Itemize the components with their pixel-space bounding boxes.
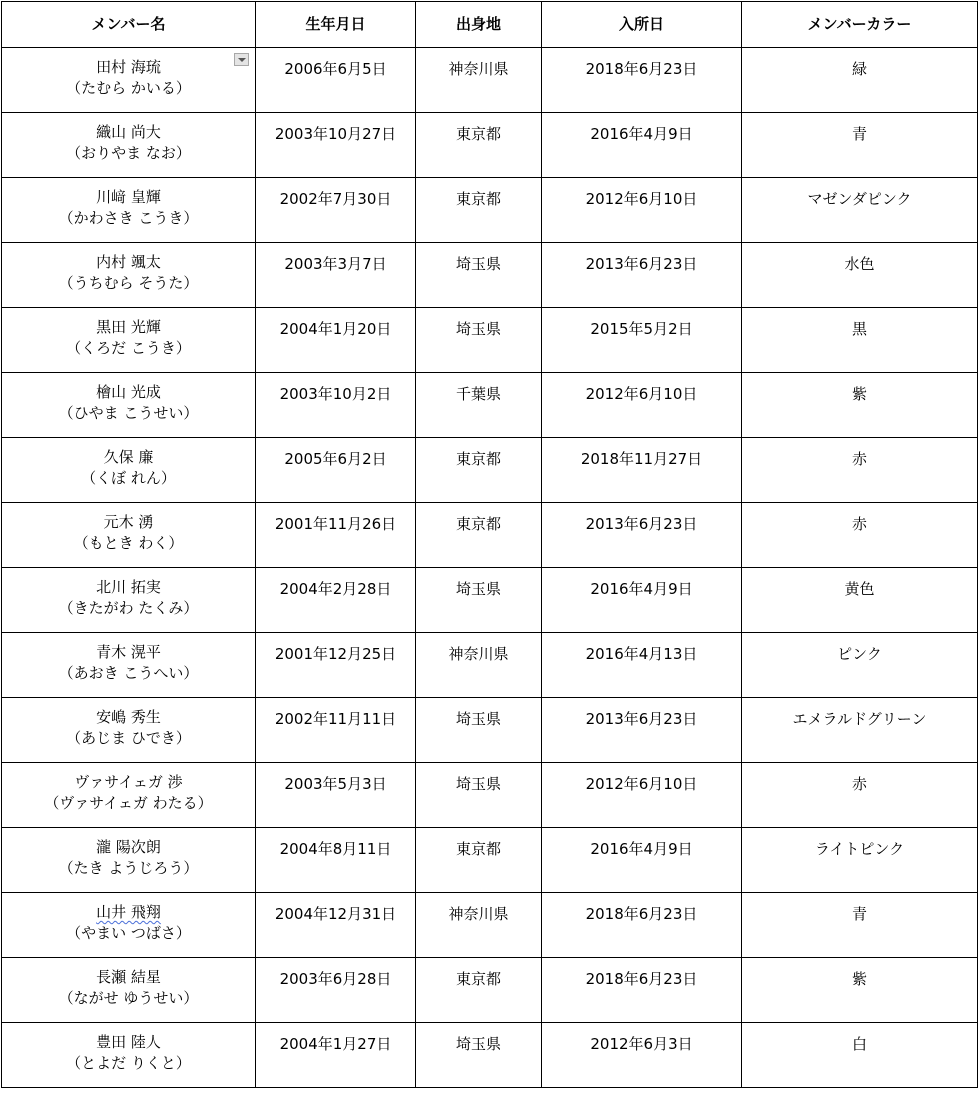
member-joined: 2016年4月13日	[585, 645, 698, 663]
member-hometown: 東京都	[455, 970, 501, 988]
header-hometown: 出身地	[416, 2, 542, 48]
member-name-block	[2, 113, 255, 164]
member-hometown: 神奈川県	[448, 645, 509, 663]
member-hometown: 埼玉県	[455, 775, 501, 793]
member-joined-cell[interactable]	[542, 698, 742, 763]
member-name: 元木 湧	[103, 513, 154, 531]
member-color: マゼンダピンク	[807, 190, 912, 208]
member-color-cell[interactable]	[742, 958, 978, 1023]
member-joined-cell[interactable]	[542, 48, 742, 113]
member-birthday: 2002年11月11日	[274, 710, 397, 728]
member-name-cell[interactable]	[2, 113, 256, 178]
member-reading: （かわさき こうき）	[58, 209, 199, 227]
member-name-block	[2, 438, 255, 489]
member-birthday-cell[interactable]	[256, 698, 416, 763]
member-name: ヴァサイェガ 渉	[74, 773, 183, 791]
member-reading: （ひやま こうせい）	[58, 404, 199, 422]
member-hometown-cell[interactable]	[416, 893, 542, 958]
member-reading: （あじま ひでき）	[66, 729, 191, 747]
member-color-cell[interactable]	[742, 178, 978, 243]
table-row	[2, 113, 978, 178]
member-name-cell[interactable]	[2, 373, 256, 438]
member-birthday: 2004年1月27日	[279, 1035, 392, 1053]
header-birthday: 生年月日	[256, 2, 416, 48]
member-birthday-cell[interactable]	[256, 178, 416, 243]
member-joined-cell[interactable]	[542, 958, 742, 1023]
member-color: 紫	[851, 970, 867, 988]
member-name-block	[2, 178, 255, 229]
member-joined: 2018年6月23日	[585, 905, 698, 923]
member-hometown: 東京都	[455, 515, 501, 533]
member-color-cell[interactable]	[742, 113, 978, 178]
member-color-cell[interactable]	[742, 438, 978, 503]
member-joined-cell[interactable]	[542, 308, 742, 373]
member-name: 青木 滉平	[96, 643, 161, 661]
member-color: エメラルドグリーン	[792, 710, 927, 728]
member-color: 青	[851, 125, 867, 143]
member-name: 織山 尚大	[96, 123, 161, 141]
member-birthday-cell[interactable]	[256, 763, 416, 828]
member-joined: 2012年6月10日	[585, 775, 698, 793]
member-color-cell[interactable]	[742, 633, 978, 698]
member-color-cell[interactable]	[742, 828, 978, 893]
filter-dropdown-icon[interactable]	[234, 53, 249, 66]
member-hometown-cell[interactable]	[416, 763, 542, 828]
member-name-block	[2, 48, 255, 99]
member-hometown: 埼玉県	[455, 580, 501, 598]
member-hometown-cell[interactable]	[416, 1023, 542, 1088]
member-name: 長瀬 結星	[96, 968, 161, 986]
member-joined-cell[interactable]	[542, 503, 742, 568]
member-color-cell[interactable]	[742, 308, 978, 373]
member-joined: 2012年6月10日	[585, 190, 698, 208]
member-joined-cell[interactable]	[542, 243, 742, 308]
member-hometown: 東京都	[455, 190, 501, 208]
member-birthday: 2004年2月28日	[279, 580, 392, 598]
member-color: 黒	[851, 320, 867, 338]
member-name-cell[interactable]	[2, 893, 256, 958]
member-color: 水色	[844, 255, 875, 273]
member-birthday-cell[interactable]	[256, 1023, 416, 1088]
member-birthday: 2001年12月25日	[274, 645, 397, 663]
member-joined: 2013年6月23日	[585, 255, 698, 273]
member-name-cell[interactable]	[2, 763, 256, 828]
member-hometown-cell[interactable]	[416, 828, 542, 893]
member-birthday: 2003年10月27日	[274, 125, 397, 143]
member-name-block	[2, 568, 255, 619]
member-hometown-cell[interactable]	[416, 373, 542, 438]
member-name-block	[2, 763, 255, 814]
member-joined: 2016年4月9日	[590, 125, 693, 143]
member-hometown: 埼玉県	[455, 710, 501, 728]
member-color-cell[interactable]	[742, 503, 978, 568]
member-joined: 2015年5月2日	[590, 320, 693, 338]
member-rows	[2, 48, 978, 1088]
member-hometown-cell[interactable]	[416, 178, 542, 243]
member-hometown-cell[interactable]	[416, 568, 542, 633]
member-color: 青	[851, 905, 867, 923]
member-reading: （おりやま なお）	[66, 144, 191, 162]
member-color: 赤	[851, 775, 867, 793]
member-birthday: 2003年10月2日	[279, 385, 392, 403]
member-color-cell[interactable]	[742, 243, 978, 308]
member-color-cell[interactable]	[742, 373, 978, 438]
table-row	[2, 828, 978, 893]
member-name-cell[interactable]	[2, 958, 256, 1023]
member-joined-cell[interactable]	[542, 828, 742, 893]
member-reading: （やまい つばさ）	[66, 924, 191, 942]
member-joined-cell[interactable]	[542, 113, 742, 178]
header-color: メンバーカラー	[742, 2, 978, 48]
member-birthday-cell[interactable]	[256, 438, 416, 503]
member-reading: （ながせ ゆうせい）	[58, 989, 199, 1007]
member-reading: （くろだ こうき）	[66, 339, 191, 357]
table-row	[2, 373, 978, 438]
member-name: 豊田 陸人	[96, 1033, 161, 1051]
member-name-cell[interactable]	[2, 48, 256, 113]
table-row	[2, 633, 978, 698]
member-joined-cell[interactable]	[542, 633, 742, 698]
member-name: 瀧 陽次朗	[96, 838, 161, 856]
table-row	[2, 178, 978, 243]
member-birthday: 2003年3月7日	[284, 255, 387, 273]
member-name: 安嶋 秀生	[96, 708, 161, 726]
member-birthday-cell[interactable]	[256, 958, 416, 1023]
member-name: 黒田 光輝	[96, 318, 161, 336]
member-joined: 2013年6月23日	[585, 710, 698, 728]
member-name-block	[2, 243, 255, 294]
member-color: 黄色	[844, 580, 875, 598]
member-birthday: 2004年8月11日	[279, 840, 392, 858]
member-birthday: 2004年1月20日	[279, 320, 392, 338]
member-name-cell[interactable]	[2, 308, 256, 373]
member-hometown-cell[interactable]	[416, 243, 542, 308]
member-name-block	[2, 698, 255, 749]
member-hometown-cell[interactable]	[416, 113, 542, 178]
member-name: 北川 拓実	[96, 578, 161, 596]
member-reading: （きたがわ たくみ）	[58, 599, 199, 617]
member-birthday: 2001年11月26日	[274, 515, 397, 533]
table-row	[2, 503, 978, 568]
member-hometown-cell[interactable]	[416, 308, 542, 373]
member-hometown: 神奈川県	[448, 905, 509, 923]
table-row	[2, 48, 978, 113]
member-hometown: 神奈川県	[448, 60, 509, 78]
member-joined-cell[interactable]	[542, 568, 742, 633]
member-joined-cell[interactable]	[542, 438, 742, 503]
header-name: メンバー名	[2, 2, 256, 48]
member-hometown: 東京都	[455, 450, 501, 468]
member-table	[1, 1, 978, 1088]
member-joined-cell[interactable]	[542, 893, 742, 958]
member-birthday-cell[interactable]	[256, 48, 416, 113]
member-color-cell[interactable]	[742, 698, 978, 763]
member-birthday: 2005年6月2日	[284, 450, 387, 468]
member-color-cell[interactable]	[742, 763, 978, 828]
member-birthday: 2002年7月30日	[279, 190, 392, 208]
member-hometown-cell[interactable]	[416, 503, 542, 568]
member-name-cell[interactable]	[2, 178, 256, 243]
member-color: ライトピンク	[814, 840, 905, 858]
member-birthday-cell[interactable]	[256, 893, 416, 958]
member-hometown-cell[interactable]	[416, 48, 542, 113]
member-name: 山井 飛翔	[96, 903, 161, 921]
member-name-block	[2, 828, 255, 879]
member-name-cell[interactable]	[2, 503, 256, 568]
member-reading: （うちむら そうた）	[58, 274, 199, 292]
member-name-block	[2, 958, 255, 1009]
member-joined: 2016年4月9日	[590, 580, 693, 598]
member-birthday-cell[interactable]	[256, 373, 416, 438]
member-name-cell[interactable]	[2, 828, 256, 893]
member-color: 白	[851, 1035, 867, 1053]
member-color: 赤	[851, 515, 867, 533]
table-row	[2, 1023, 978, 1088]
member-birthday: 2003年6月28日	[279, 970, 392, 988]
member-name-cell[interactable]	[2, 243, 256, 308]
member-name: 檜山 光成	[96, 383, 161, 401]
member-hometown-cell[interactable]	[416, 438, 542, 503]
member-hometown: 埼玉県	[455, 255, 501, 273]
member-color-cell[interactable]	[742, 1023, 978, 1088]
member-name: 川﨑 皇輝	[96, 188, 161, 206]
table-row	[2, 568, 978, 633]
table-row	[2, 958, 978, 1023]
member-hometown: 埼玉県	[455, 1035, 501, 1053]
member-birthday-cell[interactable]	[256, 308, 416, 373]
member-name-cell[interactable]	[2, 633, 256, 698]
member-birthday: 2003年5月3日	[284, 775, 387, 793]
member-joined: 2016年4月9日	[590, 840, 693, 858]
member-name-block	[2, 503, 255, 554]
header-row	[2, 2, 978, 48]
member-name-cell[interactable]	[2, 698, 256, 763]
member-reading: （もとき わく）	[73, 534, 184, 552]
member-birthday-cell[interactable]	[256, 113, 416, 178]
member-reading: （あおき こうへい）	[58, 664, 199, 682]
member-color-cell[interactable]	[742, 568, 978, 633]
table-row	[2, 698, 978, 763]
member-name: 田村 海琉	[96, 58, 161, 76]
member-color-cell[interactable]	[742, 48, 978, 113]
member-name-block	[2, 1023, 255, 1074]
member-hometown: 千葉県	[455, 385, 501, 403]
member-reading: （とよだ りくと）	[66, 1054, 191, 1072]
member-birthday: 2006年6月5日	[284, 60, 387, 78]
member-birthday-cell[interactable]	[256, 633, 416, 698]
member-birthday-cell[interactable]	[256, 243, 416, 308]
member-birthday-cell[interactable]	[256, 568, 416, 633]
member-joined-cell[interactable]	[542, 1023, 742, 1088]
member-joined-cell[interactable]	[542, 373, 742, 438]
member-joined: 2013年6月23日	[585, 515, 698, 533]
member-reading: （くぼ れん）	[81, 469, 176, 487]
member-name-block	[2, 893, 255, 944]
table-row	[2, 243, 978, 308]
member-hometown-cell[interactable]	[416, 958, 542, 1023]
member-name-block	[2, 373, 255, 424]
member-joined-cell[interactable]	[542, 178, 742, 243]
member-birthday-cell[interactable]	[256, 503, 416, 568]
table-row	[2, 308, 978, 373]
member-name-cell[interactable]	[2, 1023, 256, 1088]
member-hometown: 東京都	[455, 840, 501, 858]
member-name-block	[2, 308, 255, 359]
member-hometown-cell[interactable]	[416, 633, 542, 698]
member-reading: （たき ようじろう）	[58, 859, 199, 877]
header-joined: 入所日	[542, 2, 742, 48]
member-birthday-cell[interactable]	[256, 828, 416, 893]
member-reading: （たむら かいる）	[66, 79, 191, 97]
member-hometown: 埼玉県	[455, 320, 501, 338]
member-color-cell[interactable]	[742, 893, 978, 958]
member-color: ピンク	[837, 645, 882, 663]
member-color: 紫	[851, 385, 867, 403]
member-joined: 2012年6月10日	[585, 385, 698, 403]
table-row	[2, 763, 978, 828]
table-row	[2, 438, 978, 503]
member-joined-cell[interactable]	[542, 763, 742, 828]
member-joined: 2018年6月23日	[585, 970, 698, 988]
member-hometown-cell[interactable]	[416, 698, 542, 763]
member-name: 内村 颯太	[96, 253, 161, 271]
member-joined: 2018年6月23日	[585, 60, 698, 78]
member-name-block	[2, 633, 255, 684]
member-reading: （ヴァサイェガ わたる）	[44, 794, 213, 812]
member-joined: 2018年11月27日	[580, 450, 703, 468]
member-birthday: 2004年12月31日	[274, 905, 397, 923]
member-name-cell[interactable]	[2, 438, 256, 503]
table-row	[2, 893, 978, 958]
member-color: 赤	[851, 450, 867, 468]
member-name: 久保 廉	[103, 448, 154, 466]
member-color: 緑	[851, 60, 867, 78]
member-name-cell[interactable]	[2, 568, 256, 633]
member-joined: 2012年6月3日	[590, 1035, 693, 1053]
member-hometown: 東京都	[455, 125, 501, 143]
